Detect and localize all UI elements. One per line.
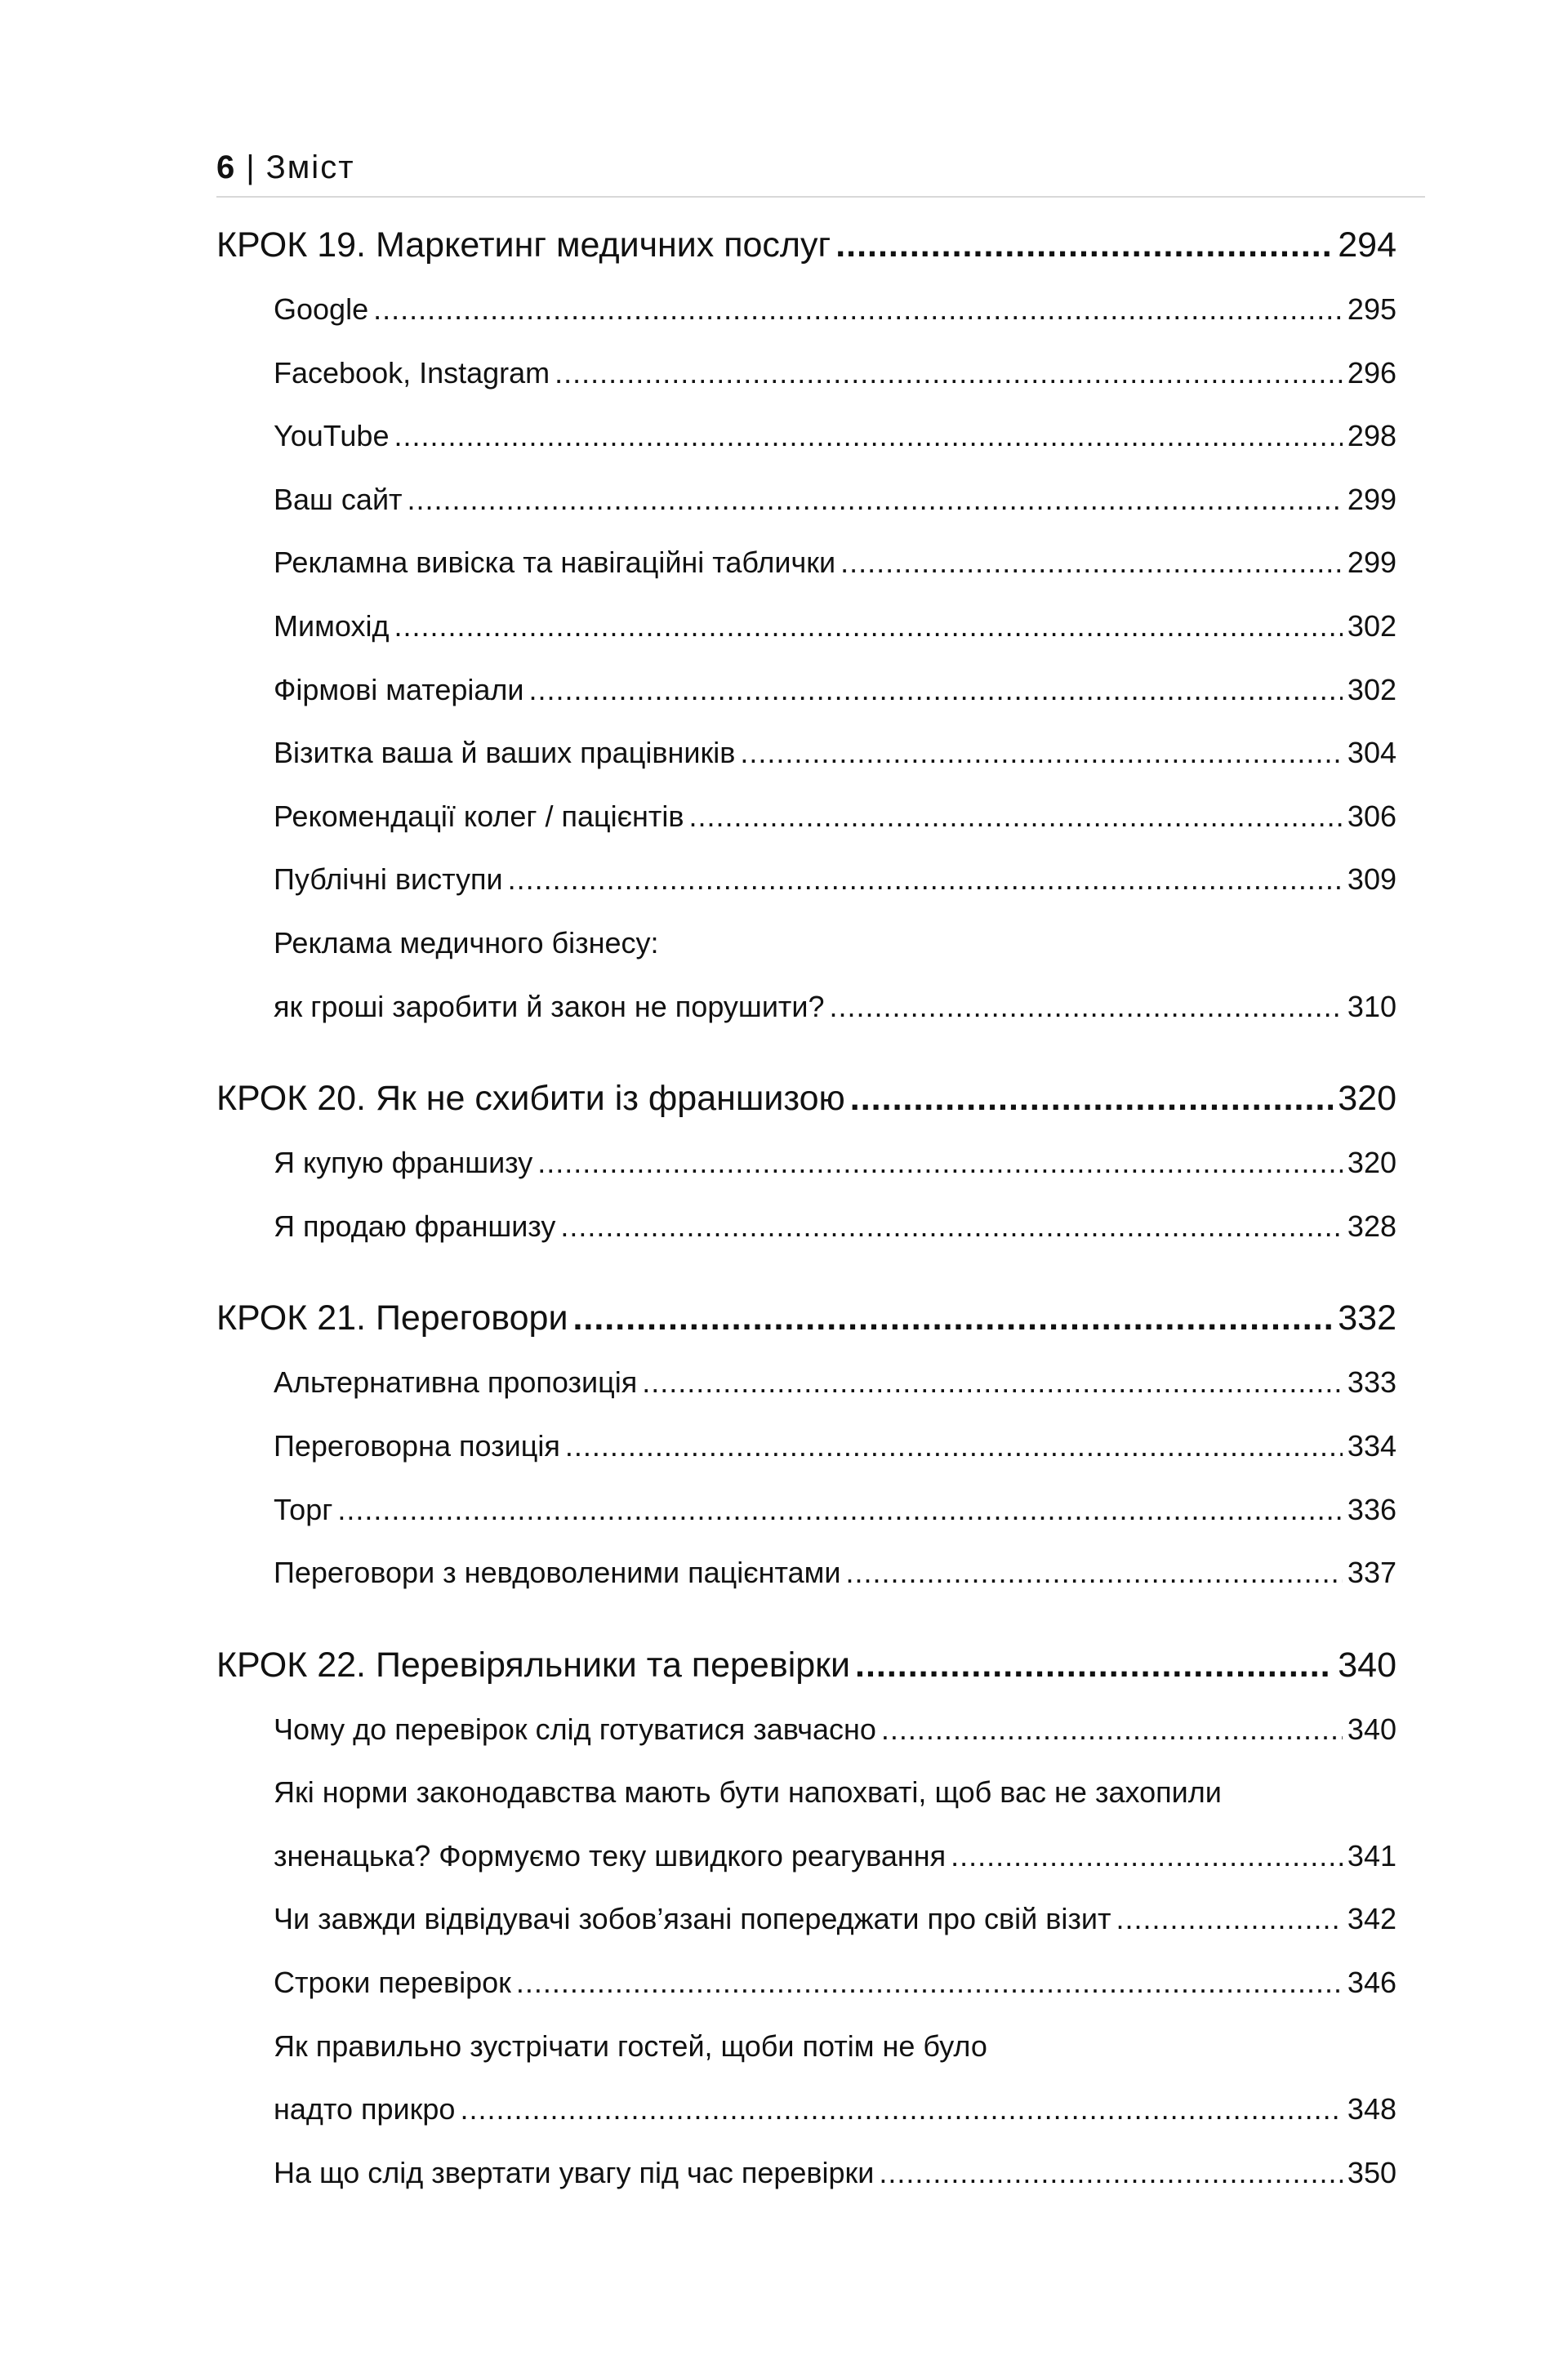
- toc-section: [216, 1285, 1425, 1604]
- dot-leader: [572, 1285, 1333, 1351]
- toc-entry[interactable]: [274, 2015, 1396, 2078]
- dot-leader: [508, 848, 1343, 911]
- toc-section: [216, 1066, 1425, 1258]
- dot-leader: [1116, 1887, 1343, 1951]
- entry-title: Переговорна позиція: [274, 1428, 560, 1463]
- dot-leader: [460, 2077, 1342, 2141]
- entry-page-number: 299: [1347, 482, 1396, 516]
- entry-title: Чи завжди відвідувачі зобов’язані попереджати про свій візит: [274, 1902, 1111, 1936]
- chapter-title: КРОК 22. Перевіряльники та перевірки: [216, 1645, 850, 1685]
- dot-leader: [951, 1824, 1343, 1888]
- entry-page-number: 348: [1347, 2092, 1396, 2126]
- toc-entry[interactable]: [274, 2077, 1396, 2141]
- entry-title: На що слід звертати увагу під час перевірки: [274, 2155, 875, 2189]
- entry-title: Рекламна вивіска та навігаційні таблички: [274, 546, 836, 580]
- entry-page-number: 309: [1347, 862, 1396, 897]
- entry-title: Переговори з невдоволеними пацієнтами: [274, 1556, 841, 1590]
- chapter-page-number: 320: [1338, 1079, 1396, 1119]
- toc-entry[interactable]: [274, 1541, 1396, 1605]
- entry-page-number: 334: [1347, 1428, 1396, 1463]
- toc-entry[interactable]: [274, 404, 1396, 468]
- entry-title: Я продаю франшизу: [274, 1209, 556, 1243]
- chapter-title: КРОК 21. Переговори: [216, 1298, 568, 1338]
- toc-entry[interactable]: [274, 1887, 1396, 1951]
- toc-entry[interactable]: [274, 1414, 1396, 1478]
- entry-title: Які норми законодавства мають бути напохваті, щоб вас не захопили: [274, 1775, 1222, 1810]
- dot-leader: [879, 2141, 1343, 2205]
- entry-page-number: 295: [1347, 292, 1396, 326]
- entry-title: Торг: [274, 1492, 333, 1526]
- dot-leader: [840, 531, 1343, 594]
- entry-title: зненацька? Формуємо теку швидкого реагування: [274, 1838, 947, 1873]
- dot-leader: [394, 404, 1342, 468]
- toc-section: [216, 212, 1425, 1038]
- entry-page-number: 346: [1347, 1966, 1396, 2000]
- entry-title: Публічні виступи: [274, 862, 503, 897]
- toc-entry[interactable]: [274, 658, 1396, 722]
- entry-page-number: 299: [1347, 546, 1396, 580]
- entry-page-number: 337: [1347, 1556, 1396, 1590]
- entry-title: Візитка ваша й ваших працівників: [274, 736, 736, 770]
- entry-title: як гроші заробити й закон не порушити?: [274, 989, 825, 1023]
- entry-page-number: 298: [1347, 419, 1396, 453]
- entry-title: надто прикро: [274, 2092, 456, 2126]
- dot-leader: [555, 341, 1343, 405]
- toc-entry[interactable]: [274, 341, 1396, 405]
- dot-leader: [565, 1414, 1343, 1478]
- dot-leader: [408, 468, 1343, 532]
- chapter-heading[interactable]: [216, 212, 1396, 278]
- toc-entry[interactable]: [274, 1824, 1396, 1888]
- dot-leader: [846, 1541, 1343, 1605]
- entry-page-number: 310: [1347, 989, 1396, 1023]
- chapter-page-number: 340: [1338, 1645, 1396, 1685]
- toc-entry[interactable]: [274, 1698, 1396, 1761]
- dot-leader: [688, 785, 1342, 848]
- dot-leader: [740, 721, 1343, 785]
- entry-page-number: 336: [1347, 1492, 1396, 1526]
- chapter-heading[interactable]: [216, 1066, 1396, 1131]
- entry-title: Ваш сайт: [274, 482, 403, 516]
- entry-title: Я купую франшизу: [274, 1146, 533, 1180]
- toc-entry[interactable]: [274, 2141, 1396, 2205]
- toc-entry[interactable]: [274, 1351, 1396, 1414]
- toc-entry[interactable]: [274, 1195, 1396, 1258]
- toc-entry[interactable]: [274, 468, 1396, 532]
- toc-entry[interactable]: [274, 531, 1396, 594]
- entry-page-number: 304: [1347, 736, 1396, 770]
- dot-leader: [830, 975, 1343, 1039]
- toc-entry[interactable]: [274, 975, 1396, 1039]
- dot-leader: [516, 1951, 1343, 2015]
- running-head: [216, 139, 1425, 198]
- dot-leader: [373, 278, 1343, 341]
- entry-page-number: 296: [1347, 355, 1396, 390]
- entry-page-number: 302: [1347, 672, 1396, 706]
- toc-entry[interactable]: [274, 278, 1396, 341]
- page-number: 6: [216, 149, 235, 185]
- toc-entry[interactable]: [274, 1761, 1396, 1824]
- entry-title: Альтернативна пропозиція: [274, 1365, 638, 1400]
- entry-title: Як правильно зустрічати гостей, щоби потім не було: [274, 2028, 987, 2063]
- entry-title: Мимохід: [274, 608, 390, 643]
- toc-entry[interactable]: [274, 721, 1396, 785]
- toc-page: [216, 139, 1425, 2232]
- toc-entry[interactable]: [274, 1951, 1396, 2015]
- dot-leader: [855, 1632, 1333, 1698]
- entry-title: Чому до перевірок слід готуватися завчасно: [274, 1712, 876, 1746]
- chapter-title: КРОК 19. Маркетинг медичних послуг: [216, 225, 831, 265]
- toc-entry[interactable]: [274, 911, 1396, 975]
- entry-page-number: 342: [1347, 1902, 1396, 1936]
- toc-entry[interactable]: [274, 848, 1396, 911]
- entry-title: Фірмові матеріали: [274, 672, 524, 706]
- entry-title: Facebook, Instagram: [274, 355, 550, 390]
- dot-leader: [881, 1698, 1343, 1761]
- toc-entry[interactable]: [274, 785, 1396, 848]
- dot-leader: [642, 1351, 1343, 1414]
- entry-title: Рекомендації колег / пацієнтів: [274, 799, 684, 833]
- dot-leader: [337, 1478, 1343, 1542]
- chapter-title: КРОК 20. Як не схибити із франшизою: [216, 1079, 845, 1119]
- toc-entry[interactable]: [274, 594, 1396, 658]
- dot-leader: [394, 594, 1342, 658]
- entry-title: Google: [274, 292, 369, 326]
- entry-title: YouTube: [274, 419, 390, 453]
- toc-entry[interactable]: [274, 1131, 1396, 1195]
- dot-leader: [850, 1066, 1333, 1131]
- entry-page-number: 302: [1347, 608, 1396, 643]
- entry-page-number: 341: [1347, 1838, 1396, 1873]
- entry-page-number: 340: [1347, 1712, 1396, 1746]
- entry-page-number: 328: [1347, 1209, 1396, 1243]
- entry-page-number: 333: [1347, 1365, 1396, 1400]
- chapter-heading[interactable]: [216, 1285, 1396, 1351]
- dot-leader: [835, 212, 1333, 278]
- entry-title: Строки перевірок: [274, 1966, 511, 2000]
- dot-leader: [529, 658, 1343, 722]
- entry-page-number: 350: [1347, 2155, 1396, 2189]
- dot-leader: [537, 1131, 1343, 1195]
- table-of-contents: [216, 212, 1425, 2204]
- entry-page-number: 306: [1347, 799, 1396, 833]
- dot-leader: [560, 1195, 1343, 1258]
- chapter-page-number: 332: [1338, 1298, 1396, 1338]
- chapter-heading[interactable]: [216, 1632, 1396, 1698]
- entry-page-number: 320: [1347, 1146, 1396, 1180]
- toc-entry[interactable]: [274, 1478, 1396, 1542]
- running-title: Зміст: [265, 149, 355, 185]
- entry-title: Реклама медичного бізнесу:: [274, 925, 659, 960]
- header-separator: |: [246, 149, 255, 185]
- toc-section: [216, 1632, 1425, 2205]
- chapter-page-number: 294: [1338, 225, 1396, 265]
